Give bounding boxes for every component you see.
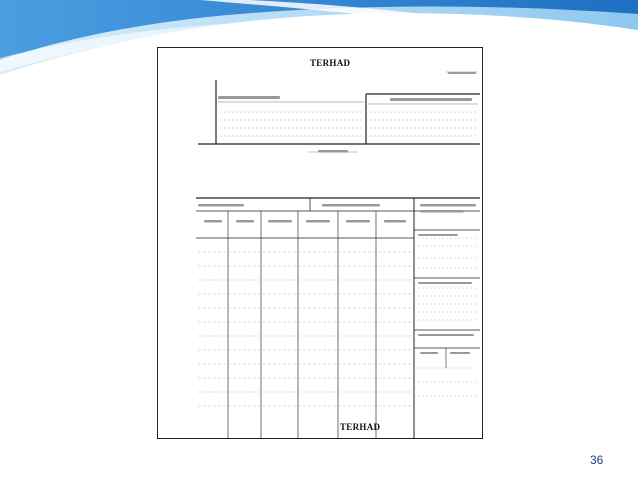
slide-page-number: 36: [590, 453, 604, 467]
scanned-form-document: [157, 47, 483, 439]
classification-stamp-bottom: TERHAD: [340, 422, 381, 432]
classification-stamp-top: TERHAD: [310, 58, 351, 68]
form-lines: [158, 48, 483, 439]
